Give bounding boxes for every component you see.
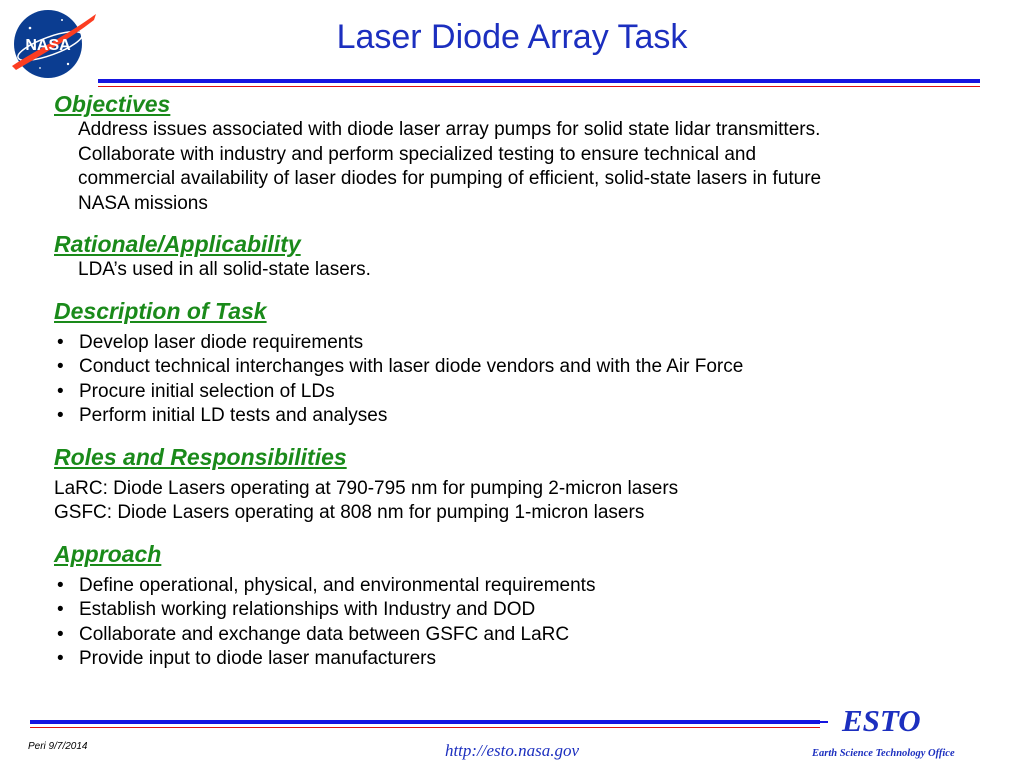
nasa-logo-text: NASA <box>25 37 71 54</box>
bullet-icon: • <box>57 623 64 645</box>
bullet-icon: • <box>57 648 64 669</box>
header-rule-blue <box>98 79 980 83</box>
roles-section <box>54 443 1004 526</box>
roles-heading: Roles and Responsibilities <box>54 443 347 470</box>
objectives-line: NASA missions <box>78 192 208 214</box>
objectives-line: Collaborate with industry and perform specialized testing to ensure technical and <box>78 143 757 165</box>
description-heading: Description of Task <box>54 297 267 324</box>
footer-rule-red <box>30 727 820 728</box>
objectives-section <box>54 90 1004 216</box>
esto-subtitle: Earth Science Technology Office <box>812 748 955 759</box>
objectives-line: commercial availability of laser diodes for pumping of efficient, solid-state lasers in future <box>78 168 822 189</box>
list-item: • Procure initial selection of LDs <box>54 380 1004 405</box>
slide-content <box>54 90 1004 672</box>
list-item: • Provide input to diode laser manufacturers <box>54 647 1004 672</box>
approach-section <box>54 540 1004 672</box>
rationale-text: LDA’s used in all solid-state lasers. <box>78 259 371 280</box>
approach-heading: Approach <box>54 540 162 567</box>
description-section <box>54 297 1004 429</box>
footer-date: Peri 9/7/2014 <box>28 741 88 752</box>
list-item: • Collaborate and exchange data between GSFC and LaRC <box>54 623 1004 648</box>
footer-rule-blue <box>30 720 820 724</box>
bullet-icon: • <box>57 405 64 426</box>
objectives-heading: Objectives <box>54 91 171 117</box>
bullet-icon: • <box>57 331 64 353</box>
bullet-icon: • <box>57 356 64 377</box>
page-title: Laser Diode Array Task <box>336 18 688 56</box>
objectives-line: Address issues associated with diode laser array pumps for solid state lidar transmitters. <box>78 119 821 140</box>
approach-list <box>54 574 1004 672</box>
list-item: • Define operational, physical, and environmental requirements <box>54 574 1004 599</box>
rationale-section <box>54 230 1004 283</box>
footer-rule-tick <box>820 721 828 723</box>
footer-url-link[interactable]: http://esto.nasa.gov <box>444 741 580 760</box>
roles-line: GSFC: Diode Lasers operating at 808 nm for pumping 1-micron lasers <box>54 502 645 523</box>
roles-line: LaRC: Diode Lasers operating at 790-795 nm for pumping 2-micron lasers <box>54 477 679 499</box>
bullet-icon: • <box>57 380 64 402</box>
bullet-icon: • <box>57 574 64 596</box>
list-item: • Perform initial LD tests and analyses <box>54 404 1004 429</box>
esto-logo-text: ESTO <box>842 703 921 738</box>
header-rule-red <box>98 86 980 87</box>
description-list <box>54 331 1004 429</box>
rationale-heading: Rationale/Applicability <box>54 231 301 257</box>
objectives-text <box>54 118 1004 216</box>
list-item: • Establish working relationships with Industry and DOD <box>54 598 1004 623</box>
bullet-icon: • <box>57 599 64 620</box>
list-item: • Conduct technical interchanges with laser diode vendors and with the Air Force <box>54 355 1004 380</box>
list-item: • Develop laser diode requirements <box>54 331 1004 356</box>
